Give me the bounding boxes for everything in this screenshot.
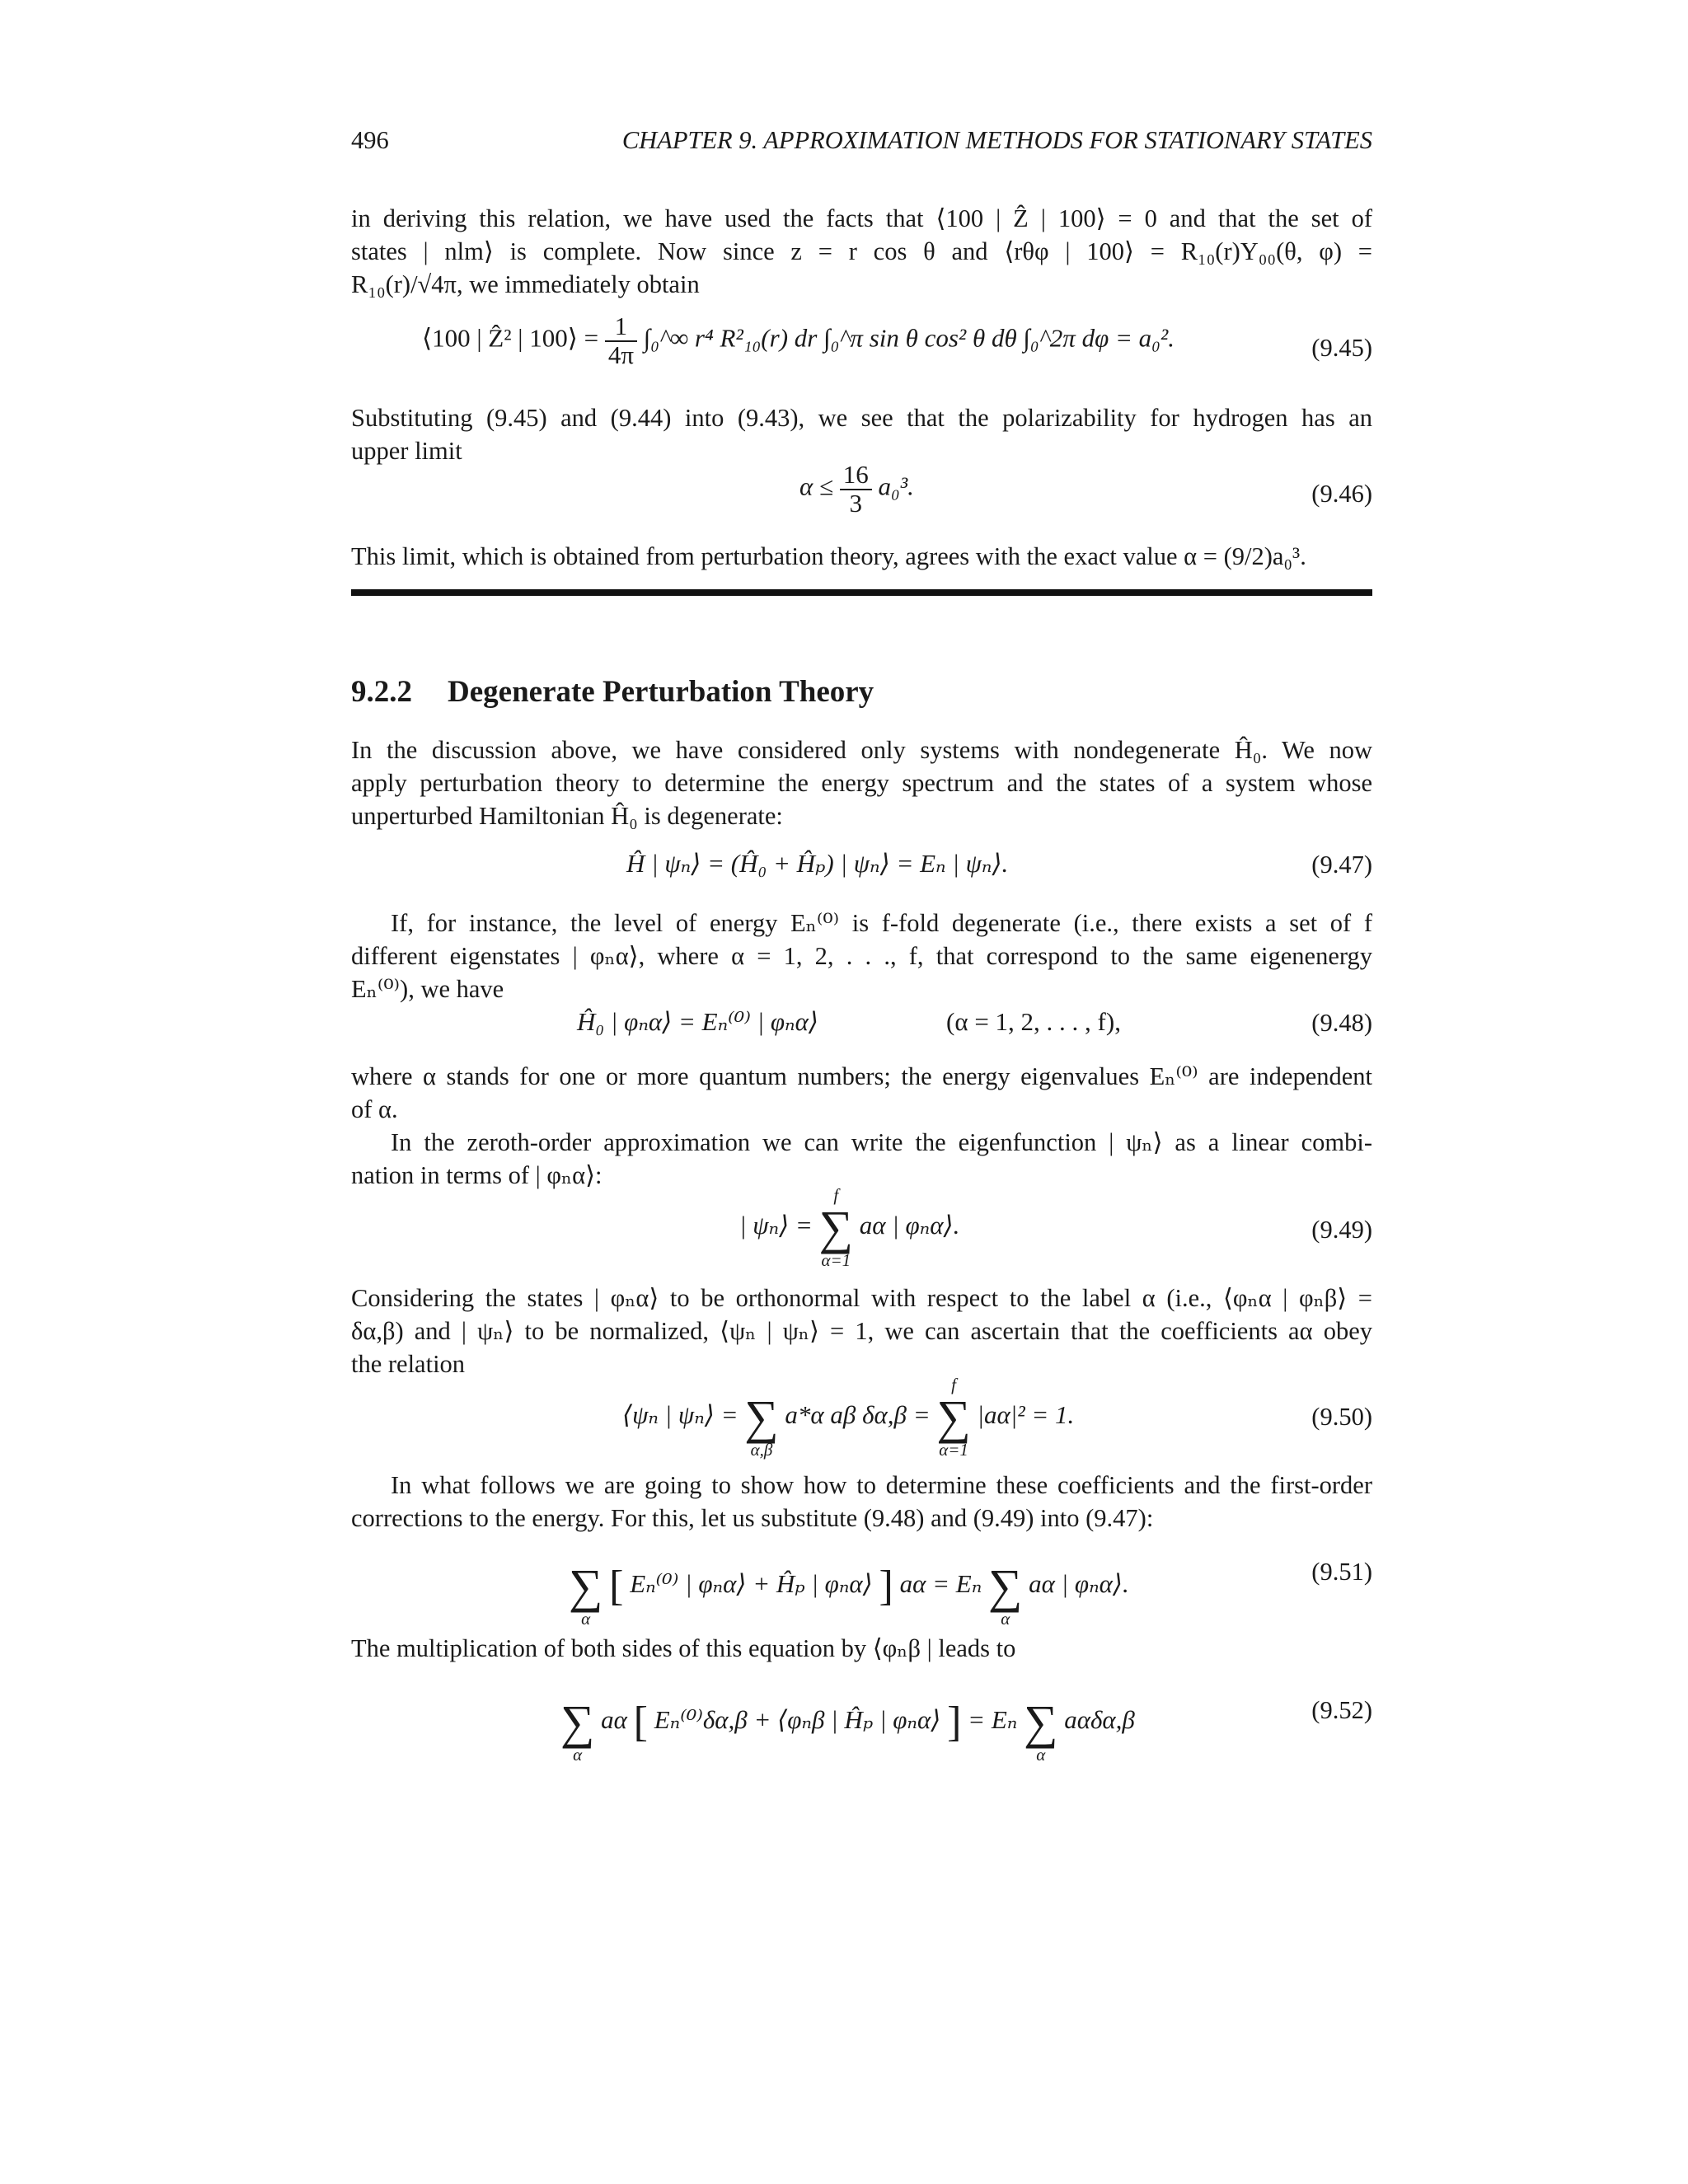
eq-9-45-fraction: $\frac{1}{4\pi}$	[605, 313, 637, 368]
substituting-line-2: upper limit	[351, 437, 462, 465]
eq-9-51-sum-1: ∑ α	[569, 1559, 603, 1629]
eq-9-50-sum-2: f ∑ α=1	[936, 1375, 971, 1460]
page-number: 496	[351, 126, 389, 154]
intro-line-1: In the discussion above, we have considered only systems with nondegenerate Ĥ₀. We now	[351, 736, 1372, 764]
if-para-line-3: Eₙ⁽⁰⁾), we have	[351, 975, 504, 1003]
eq-9-51-sum-2: ∑ α	[988, 1559, 1023, 1629]
equation-9-47: Ĥ | ψₙ⟩ = (Ĥ₀ + Ĥₚ) | ψₙ⟩ = Eₙ | ψₙ⟩.	[626, 849, 1009, 878]
section-number: 9.2.2	[351, 675, 412, 709]
eq-9-52-inner: Eₙ⁽⁰⁾δα,β + ⟨φₙβ | Ĥₚ | φₙα⟩	[654, 1705, 941, 1735]
eq-9-45-number: (9.45)	[1311, 334, 1372, 362]
eq-9-48-condition: (α = 1, 2, . . . , f),	[946, 1007, 1121, 1036]
eq-9-45-lhs: ⟨100 | Ẑ² | 100⟩ =	[422, 323, 599, 353]
eq-9-51-rhs-1: aα = Eₙ	[899, 1569, 982, 1599]
if-para-line-2: different eigenstates | φₙα⟩, where α = 1, 2, . . ., f, that correspond to the same eigenenergy	[351, 942, 1372, 970]
follows-para-line-1: In what follows we are going to show how to determine these coefficients and the first-order	[391, 1471, 1372, 1499]
eq-9-48-number: (9.48)	[1311, 1009, 1372, 1037]
eq-9-46-rhs: a₀³.	[878, 471, 914, 501]
eq-9-52-sum-2: ∑ α	[1024, 1695, 1058, 1765]
considering-line-3: the relation	[351, 1350, 466, 1378]
eq-9-52-number: (9.52)	[1311, 1696, 1372, 1724]
eq-9-52-rhs-1: = Eₙ	[968, 1705, 1018, 1735]
equation-9-48: Ĥ₀ | φₙα⟩ = Eₙ⁽⁰⁾ | φₙα⟩	[577, 1007, 818, 1036]
eq-9-50-mid: a*α aβ δα,β =	[785, 1400, 931, 1430]
equation-9-52: ∑ α aα [ Eₙ⁽⁰⁾δα,β + ⟨φₙβ | Ĥₚ | φₙα⟩ ] = Eₙ ∑ α aαδα,β	[560, 1681, 1135, 1764]
considering-line-1: Considering the states | φₙα⟩ to be orthonormal with respect to the label α (i.e., ⟨φₙα | φₙβ⟩ =	[351, 1284, 1372, 1312]
where-para-line-2: of α.	[351, 1095, 398, 1123]
eq-9-51-number: (9.51)	[1311, 1558, 1372, 1586]
top-paragraph-line-2: states | nlm⟩ is complete. Now since z = r cos θ and ⟨rθφ | 100⟩ = R₁₀(r)Y₀₀(θ, φ) =	[351, 237, 1372, 265]
eq-9-52-pre: aα	[601, 1705, 627, 1735]
section-title: Degenerate Perturbation Theory	[448, 675, 874, 709]
equation-9-46	[799, 462, 914, 517]
eq-9-46-fraction: $\frac{16}{3}$	[840, 462, 872, 517]
eq-9-49-number: (9.49)	[1311, 1216, 1372, 1244]
multiplication-line: The multiplication of both sides of this equation by ⟨φₙβ | leads to	[351, 1634, 1016, 1662]
eq-9-45-body: ∫₀^∞ r⁴ R²₁₀(r) dr ∫₀^π sin θ cos² θ dθ ∫₀^2π dφ = a₀².	[643, 323, 1175, 353]
eq-9-47-number: (9.47)	[1311, 851, 1372, 879]
eq-9-49-sum: f ∑ α=1	[818, 1185, 853, 1270]
eq-9-52-rhs-2: aαδα,β	[1064, 1705, 1135, 1735]
equation-9-51: ∑ α [ Eₙ⁽⁰⁾ | φₙα⟩ + Ĥₚ | φₙα⟩ ] aα = Eₙ ∑ α aα | φₙα⟩.	[569, 1545, 1129, 1628]
eq-9-50-lhs: ⟨ψₙ | ψₙ⟩ =	[622, 1400, 738, 1430]
equation-9-45	[422, 313, 1175, 368]
eq-9-51-inner: Eₙ⁽⁰⁾ | φₙα⟩ + Ĥₚ | φₙα⟩	[630, 1569, 873, 1599]
follows-para-line-2: corrections to the energy. For this, let us substitute (9.48) and (9.49) into (9.47):	[351, 1504, 1154, 1532]
eq-9-51-rhs-2: aα | φₙα⟩.	[1029, 1569, 1129, 1599]
zeroth-para-line-2: nation in terms of | φₙα⟩:	[351, 1161, 603, 1189]
exact-value-line: This limit, which is obtained from perturbation theory, agrees with the exact value α = (9/2)a₀³.	[351, 542, 1306, 570]
considering-line-2: δα,β) and | ψₙ⟩ to be normalized, ⟨ψₙ | ψₙ⟩ = 1, we can ascertain that the coefficients aα obey	[351, 1317, 1372, 1345]
intro-line-2: apply perturbation theory to determine the energy spectrum and the states of a system whose	[351, 769, 1372, 797]
top-paragraph-line-1: in deriving this relation, we have used the facts that ⟨100 | Ẑ | 100⟩ = 0 and that the set of	[351, 204, 1372, 232]
eq-9-46-lhs: α ≤	[799, 471, 834, 501]
zeroth-para-line-1: In the zeroth-order approximation we can write the eigenfunction | ψₙ⟩ as a linear combi-	[391, 1128, 1372, 1156]
if-para-line-1: If, for instance, the level of energy Eₙ⁽⁰⁾ is f-fold degenerate (i.e., there exists a set of f	[391, 909, 1372, 937]
substituting-line-1: Substituting (9.45) and (9.44) into (9.43), we see that the polarizability for hydrogen has an	[351, 404, 1372, 432]
eq-9-52-sum-1: ∑ α	[560, 1695, 595, 1765]
intro-line-3: unperturbed Hamiltonian Ĥ₀ is degenerate:	[351, 802, 783, 830]
eq-9-49-rhs: aα | φₙα⟩.	[859, 1211, 960, 1240]
eq-9-49-lhs: | ψₙ⟩ =	[739, 1211, 813, 1240]
eq-9-50-rhs: |aα|² = 1.	[977, 1400, 1075, 1430]
eq-9-50-number: (9.50)	[1311, 1403, 1372, 1431]
equation-9-49	[739, 1187, 959, 1269]
eq-9-50-sum-1: ∑ α,β	[744, 1390, 779, 1460]
equation-9-50	[622, 1376, 1074, 1459]
top-paragraph-line-3: R₁₀(r)/√4π, we immediately obtain	[351, 270, 700, 298]
where-para-line-1: where α stands for one or more quantum numbers; the energy eigenvalues Eₙ⁽⁰⁾ are independent	[351, 1062, 1372, 1090]
eq-9-46-number: (9.46)	[1311, 480, 1372, 508]
running-head: CHAPTER 9. APPROXIMATION METHODS FOR STATIONARY STATES	[621, 126, 1372, 154]
section-divider	[351, 589, 1372, 596]
